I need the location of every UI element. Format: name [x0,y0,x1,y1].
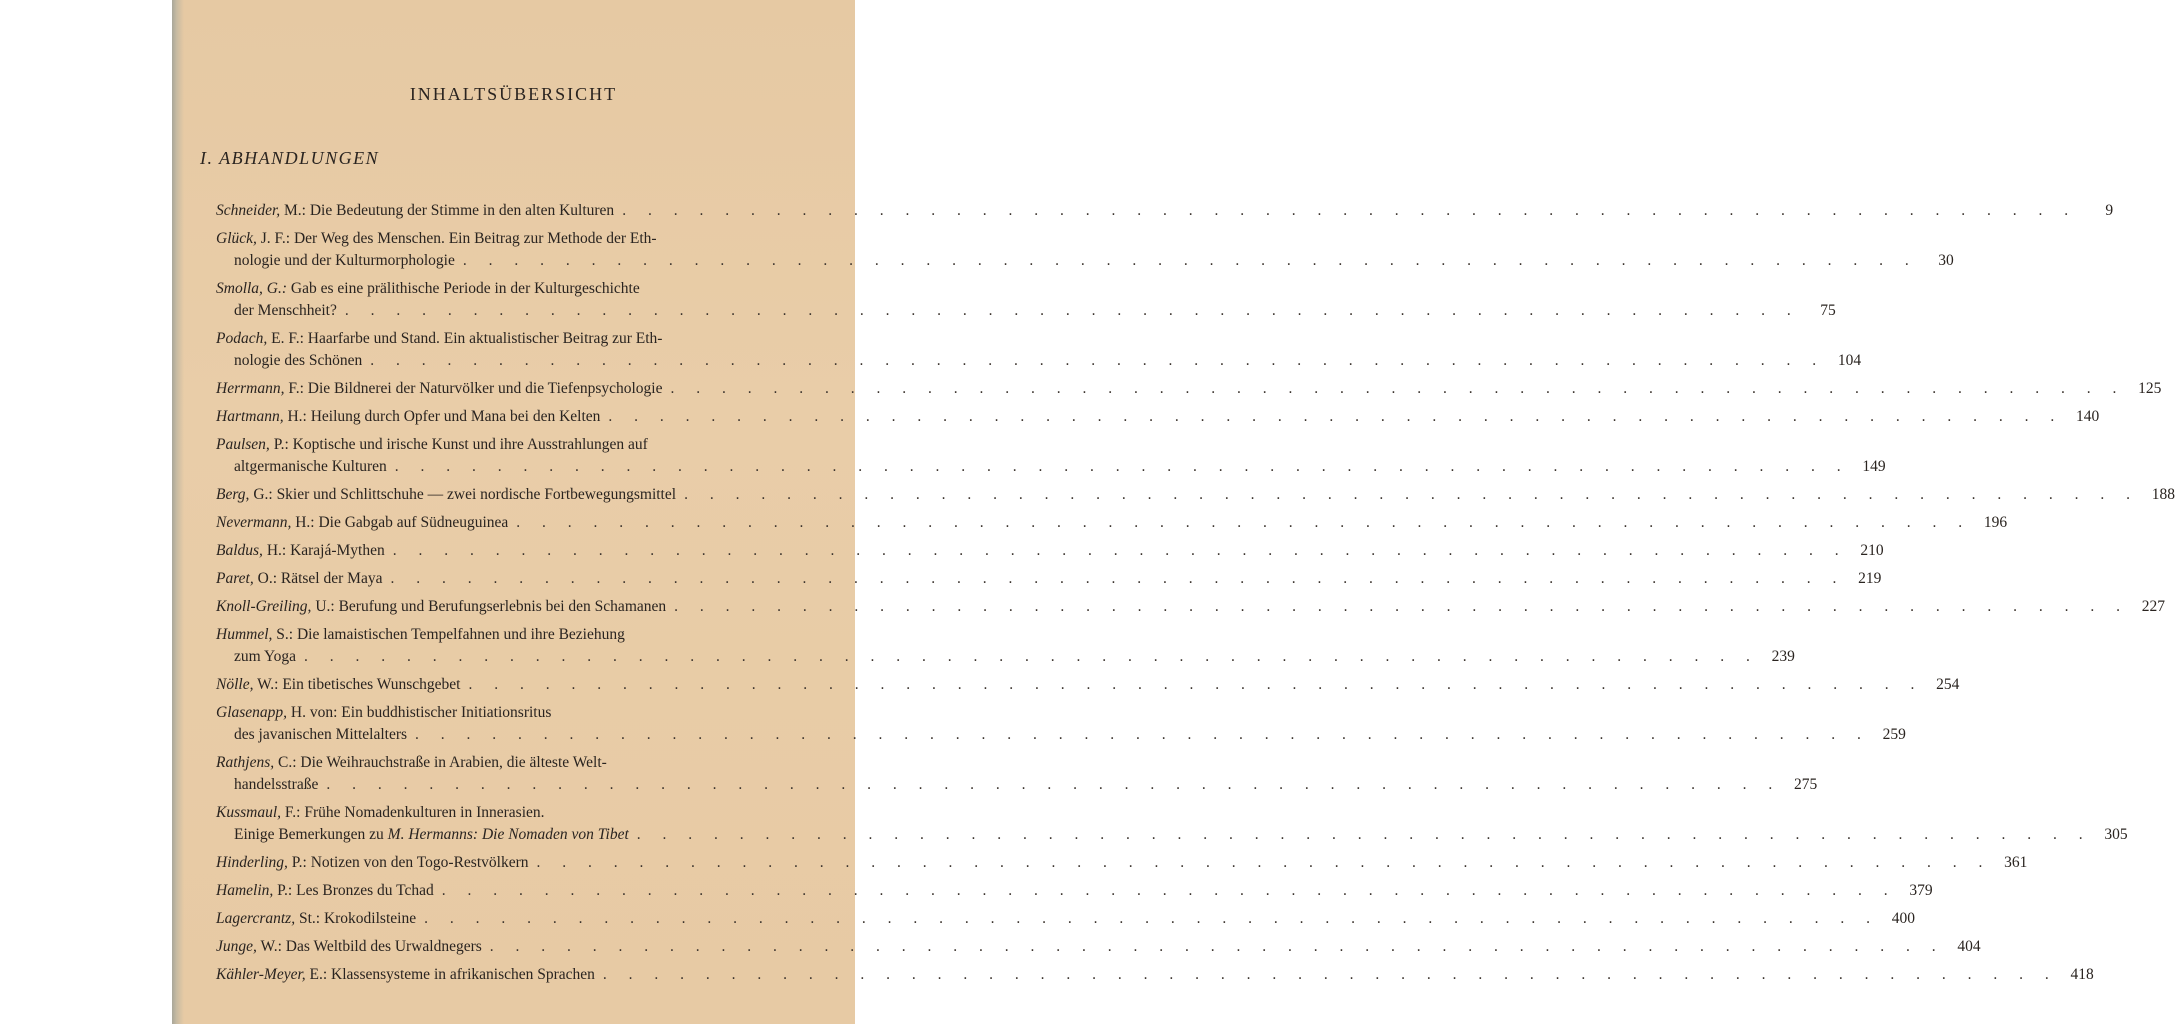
toc-page-number: 400 [1891,910,1915,927]
toc-title-text: P.: Notizen von den Togo-Restvölkern [287,854,529,871]
toc-entry-line [216,674,1960,696]
toc-title-text: handelsstraße [234,776,319,793]
toc-entry-line [216,434,788,456]
toc-entry [216,752,1818,796]
toc-entry [216,484,2175,506]
toc-title-text: altgermanische Kulturen [234,458,387,475]
toc-author: Glück, [216,230,257,247]
toc-author: Herrmann, [216,380,285,397]
toc-title-text: St.: Krokodilsteine [295,910,417,927]
leader-dots [622,200,2077,222]
toc-page-number: 275 [1793,776,1818,793]
toc-title-text: M.: Die Bedeutung der Stimme in den alten Kulturen [280,202,615,219]
toc-title-text: H.: Karajá-Mythen [262,542,385,559]
toc-entry-line [216,540,1884,562]
toc-entry [216,936,1981,958]
toc-title-text: P.: Koptische und irische Kunst und ihre Ausstrahlungen auf [269,436,648,453]
toc-entry [216,880,1933,902]
toc-page-number: 30 [1938,252,1954,269]
leader-dots [304,646,1759,668]
toc-title-text: F.: Frühe Nomadenkulturen in Innerasien. [281,804,545,821]
toc-entry [216,596,2166,618]
toc-page-number: 259 [1882,726,1906,743]
toc-title-text: des javanischen Mittelalters [234,726,408,743]
section-heading: I. ABHANDLUNGEN [200,148,380,168]
toc-author: Glasenapp, [216,704,288,721]
toc-entry-line [216,852,2028,874]
toc-page-number: 196 [1983,514,2008,531]
leader-dots [326,774,1781,796]
toc-entry-line [216,406,2100,428]
leader-dots [670,378,2125,400]
toc-entry-line [216,752,788,774]
toc-entry [216,378,2162,400]
toc-page-number: 125 [2138,380,2162,397]
toc-title-text: W.: Ein tibetisches Wunschgebet [253,676,461,693]
toc-title-text: E.: Klassensysteme in afrikanischen Sprachen [305,966,595,983]
toc-title-text: G.: Skier und Schlittschuhe — zwei nordische Fortbewegungsmittel [249,486,677,503]
toc-entry [216,852,2028,874]
leader-dots [608,406,2063,428]
leader-dots [442,880,1897,902]
leader-dots [370,350,1825,372]
toc-title-text: O.: Rätsel der Maya [253,570,383,587]
toc-entry-line [216,824,2128,846]
toc-title-text: H.: Heilung durch Opfer und Mana bei den Kelten [283,408,601,425]
leader-dots [395,456,1850,478]
leader-dots [345,300,1800,322]
toc-page-number: 219 [1858,570,1882,587]
toc-entry [216,328,1862,372]
toc-entry-line [216,568,1882,590]
toc-author: Hinderling, [216,854,288,871]
leader-dots [674,596,2129,618]
toc-page-number: 210 [1860,542,1884,559]
toc-page-number: 404 [1957,938,1981,955]
toc-entry [216,802,2128,846]
toc-title-text: H. von: Ein buddhistischer Initiationsritus [287,704,552,721]
toc-page-number: 149 [1862,458,1886,475]
toc-page-number: 227 [2141,598,2166,615]
toc-entry-line [216,300,1836,322]
toc-author: Paulsen, [216,436,270,453]
toc-entry [216,200,2114,222]
toc-author: Schneider, [216,202,281,219]
toc-entry-line [216,200,2114,222]
toc-entry [216,568,1882,590]
leader-dots [415,724,1870,746]
toc-entry-line [216,936,1981,958]
leader-dots [490,936,1945,958]
toc-author: Baldus, [216,542,263,559]
toc-page-number: 75 [1820,302,1836,319]
toc-page-number: 188 [2151,486,2175,503]
toc-author: Knoll-Greiling, [216,598,312,615]
toc-entry [216,434,1886,478]
toc-entry-line [216,908,1915,930]
toc-page-number: 9 [2105,202,2114,219]
toc-title-text: J. F.: Der Weg des Menschen. Ein Beitrag zur Methode der Eth- [256,230,657,247]
toc-entry-line [216,278,788,300]
toc-entry-line [216,964,2094,986]
toc-author: Nevermann, [216,514,292,531]
toc-page-number: 254 [1936,676,1960,693]
toc-entry-line [216,512,2008,534]
leader-dots [469,674,1924,696]
toc-title-text: H.: Die Gabgab auf Südneuguinea [291,514,509,531]
toc-author: Berg, [216,486,250,503]
toc-author: Smolla, G.: [216,280,288,297]
toc-entry-line [216,802,788,824]
toc-author: Kähler-Meyer, [216,966,306,983]
toc-author: Junge, [216,938,257,955]
toc-entry [216,278,1836,322]
toc-title-text: U.: Berufung und Berufungserlebnis bei den Schamanen [311,598,667,615]
toc-title-text: E. F.: Haarfarbe und Stand. Ein aktualistischer Beitrag zur Eth- [267,330,663,347]
toc-title-text: Einige Bemerkungen zu [234,826,388,843]
toc-entry-line [216,880,1933,902]
toc-page-number: 239 [1771,648,1795,665]
toc-entry-line [216,250,1954,272]
toc-title-text: Gab es eine prälithische Periode in der Kulturgeschichte [287,280,640,297]
leader-dots [516,512,1971,534]
toc-entry [216,702,1906,746]
leader-dots [684,484,2139,506]
leader-dots [393,540,1848,562]
toc-entry [216,228,1954,272]
page-title: INHALTSÜBERSICHT [409,84,618,104]
toc-page-number: 379 [1909,882,1933,899]
toc-title-text: nologie und der Kulturmorphologie [234,252,455,269]
toc-entry [216,512,2008,534]
toc-author: Hartmann, [216,408,284,425]
toc-page-number: 140 [2076,408,2100,425]
toc-page-number: 361 [2004,854,2028,871]
toc-title-text: P.: Les Bronzes du Tchad [273,882,434,899]
book-page [172,0,2175,1024]
toc-title-text: F.: Die Bildnerei der Naturvölker und die Tiefenpsychologie [284,380,663,397]
toc-entry-line [216,646,1795,668]
toc-author: Hamelin, [216,882,274,899]
toc-title-text: C.: Die Weihrauchstraße in Arabien, die älteste Welt- [274,754,607,771]
leader-dots [603,964,2058,986]
toc-page-number: 104 [1837,352,1862,369]
toc-entry-line [216,596,2166,618]
toc-author: Nölle, [216,676,254,693]
leader-dots [637,824,2092,846]
toc-entry-line [216,328,788,350]
toc-entry [216,406,2100,428]
toc-entry-line [216,456,1886,478]
toc-title-text: nologie des Schönen [234,352,363,369]
toc-page-number: 418 [2070,966,2094,983]
toc-entry-line [216,378,2162,400]
toc-title-italic: M. Hermanns: Die Nomaden von Tibet [387,826,629,843]
toc-author: Rathjens, [216,754,275,771]
leader-dots [390,568,1845,590]
toc-entry-line [216,350,1862,372]
leader-dots [463,250,1918,272]
leader-dots [424,908,1879,930]
toc-entry [216,624,1795,668]
toc-entry-line [216,228,788,250]
toc-entry-line [216,702,788,724]
toc-author: Podach, [216,330,268,347]
page-edge-shadow [172,0,184,1024]
toc-entry-line [216,484,2175,506]
leader-dots [536,852,1991,874]
toc-entry-line [216,624,788,646]
toc-author: Lagercrantz, [216,910,296,927]
toc-entry [216,964,2094,986]
toc-title-text: S.: Die lamaistischen Tempelfahnen und ihre Beziehung [272,626,625,643]
toc-author: Hummel, [216,626,273,643]
toc-author: Kussmaul, [216,804,282,821]
toc-title-text: der Menschheit? [234,302,337,319]
toc-author: Paret, [216,570,254,587]
toc-title-text: W.: Das Weltbild des Urwaldnegers [256,938,482,955]
toc-entry [216,908,1915,930]
table-of-contents [216,200,2175,992]
toc-entry [216,540,1884,562]
toc-entry-line [216,774,1818,796]
toc-title-text: zum Yoga [234,648,297,665]
toc-entry [216,674,1960,696]
toc-entry-line [216,724,1906,746]
toc-page-number: 305 [2104,826,2128,843]
